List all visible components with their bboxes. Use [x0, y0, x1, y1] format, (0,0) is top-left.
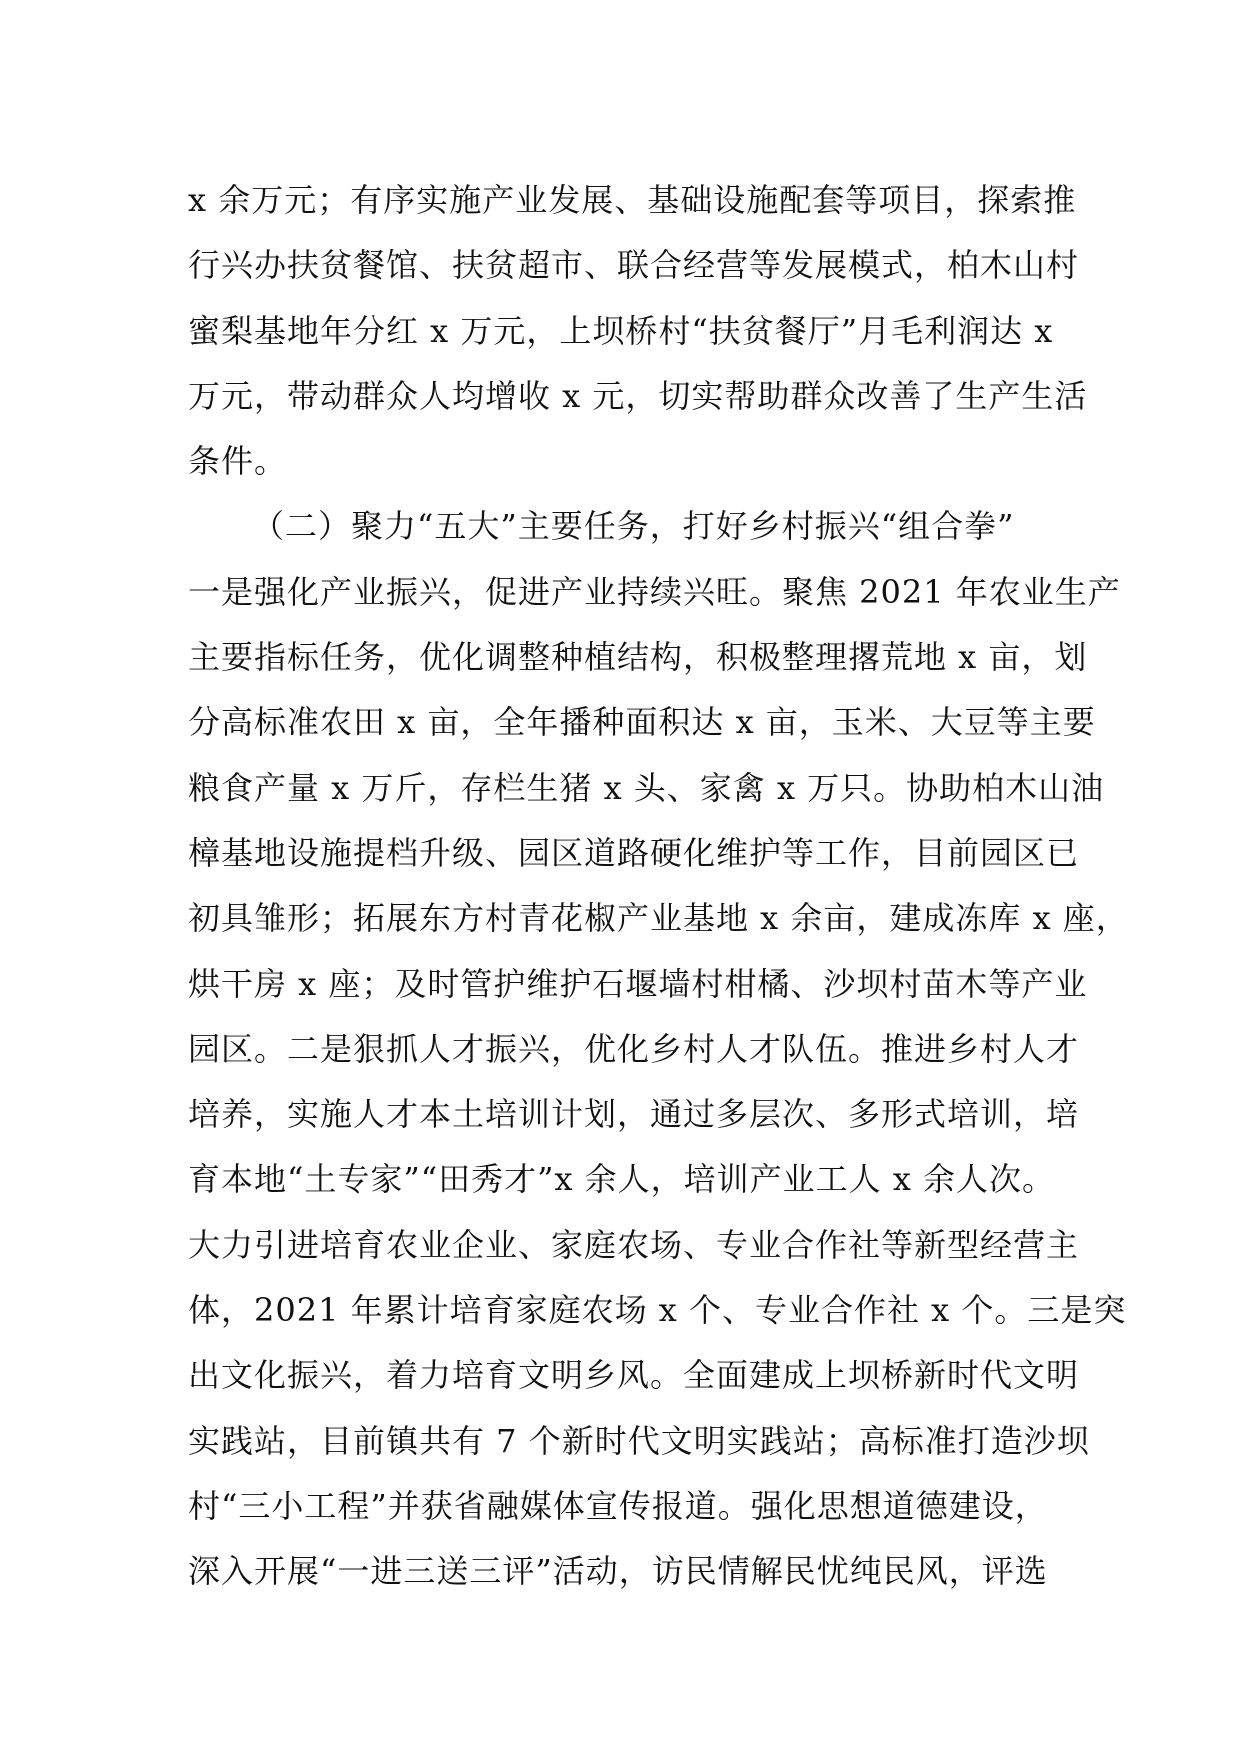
text-line: 深入开展“一进三送三评”活动，访民情解民忧纯民风，评选: [188, 1552, 1048, 1591]
text-line: 粮食产量 x 万斤，存栏生猪 x 头、家禽 x 万只。协助柏木山油: [188, 768, 1105, 807]
text-line: 育本地“土专家”“田秀才”x 余人，培训产业工人 x 余人次。: [188, 1160, 1056, 1199]
text-line: 蜜梨基地年分红 x 万元，上坝桥村“扶贫餐厅”月毛利润达 x: [188, 311, 1054, 350]
text-line: 樟基地设施提档升级、园区道路硬化维护等工作，目前园区已: [188, 833, 1080, 872]
text-line: 分高标准农田 x 亩，全年播种面积达 x 亩，玉米、大豆等主要: [188, 703, 1096, 742]
text-line: 万元，带动群众人均增收 x 元，切实帮助群众改善了生产生活: [188, 376, 1088, 415]
text-line: 大力引进培育农业企业、家庭农场、专业合作社等新型经营主: [188, 1225, 1080, 1264]
text-line: 主要指标任务，优化调整种植结构，积极整理撂荒地 x 亩，划: [188, 638, 1088, 677]
section-heading: （二）聚力“五大”主要任务，打好乡村振兴“组合拳”: [252, 507, 1015, 546]
text-line: 烘干房 x 座；及时管护维护石堰墙村柑橘、沙坝村苗木等产业: [188, 964, 1088, 1003]
text-line: 初具雏形；拓展东方村青花椒产业基地 x 余亩，建成冻库 x 座，: [188, 899, 1129, 938]
text-line: x 余万元；有序实施产业发展、基础设施配套等项目，探索推: [188, 181, 1077, 219]
text-line: 出文化振兴，着力培育文明乡风。全面建成上坝桥新时代文明: [188, 1356, 1080, 1395]
text-line: 体，2021 年累计培育家庭农场 x 个、专业合作社 x 个。三是突: [188, 1291, 1127, 1330]
body-text: [188, 168, 1129, 1605]
text-line: 园区。二是狠抓人才振兴，优化乡村人才队伍。推进乡村人才: [188, 1029, 1080, 1068]
text-line: 培养，实施人才本土培训计划，通过多层次、多形式培训，培: [188, 1095, 1080, 1134]
text-line: 村“三小工程”并获省融媒体宣传报道。强化思想道德建设，: [188, 1486, 1048, 1525]
text-line: 一是强化产业振兴，促进产业持续兴旺。聚焦 2021 年农业生产: [188, 572, 1121, 611]
text-line: 行兴办扶贫餐馆、扶贫超市、联合经营等发展模式，柏木山村: [188, 246, 1080, 285]
text-line: 实践站，目前镇共有 7 个新时代文明实践站；高标准打造沙坝: [188, 1421, 1090, 1460]
text-line: 条件。: [188, 442, 288, 481]
